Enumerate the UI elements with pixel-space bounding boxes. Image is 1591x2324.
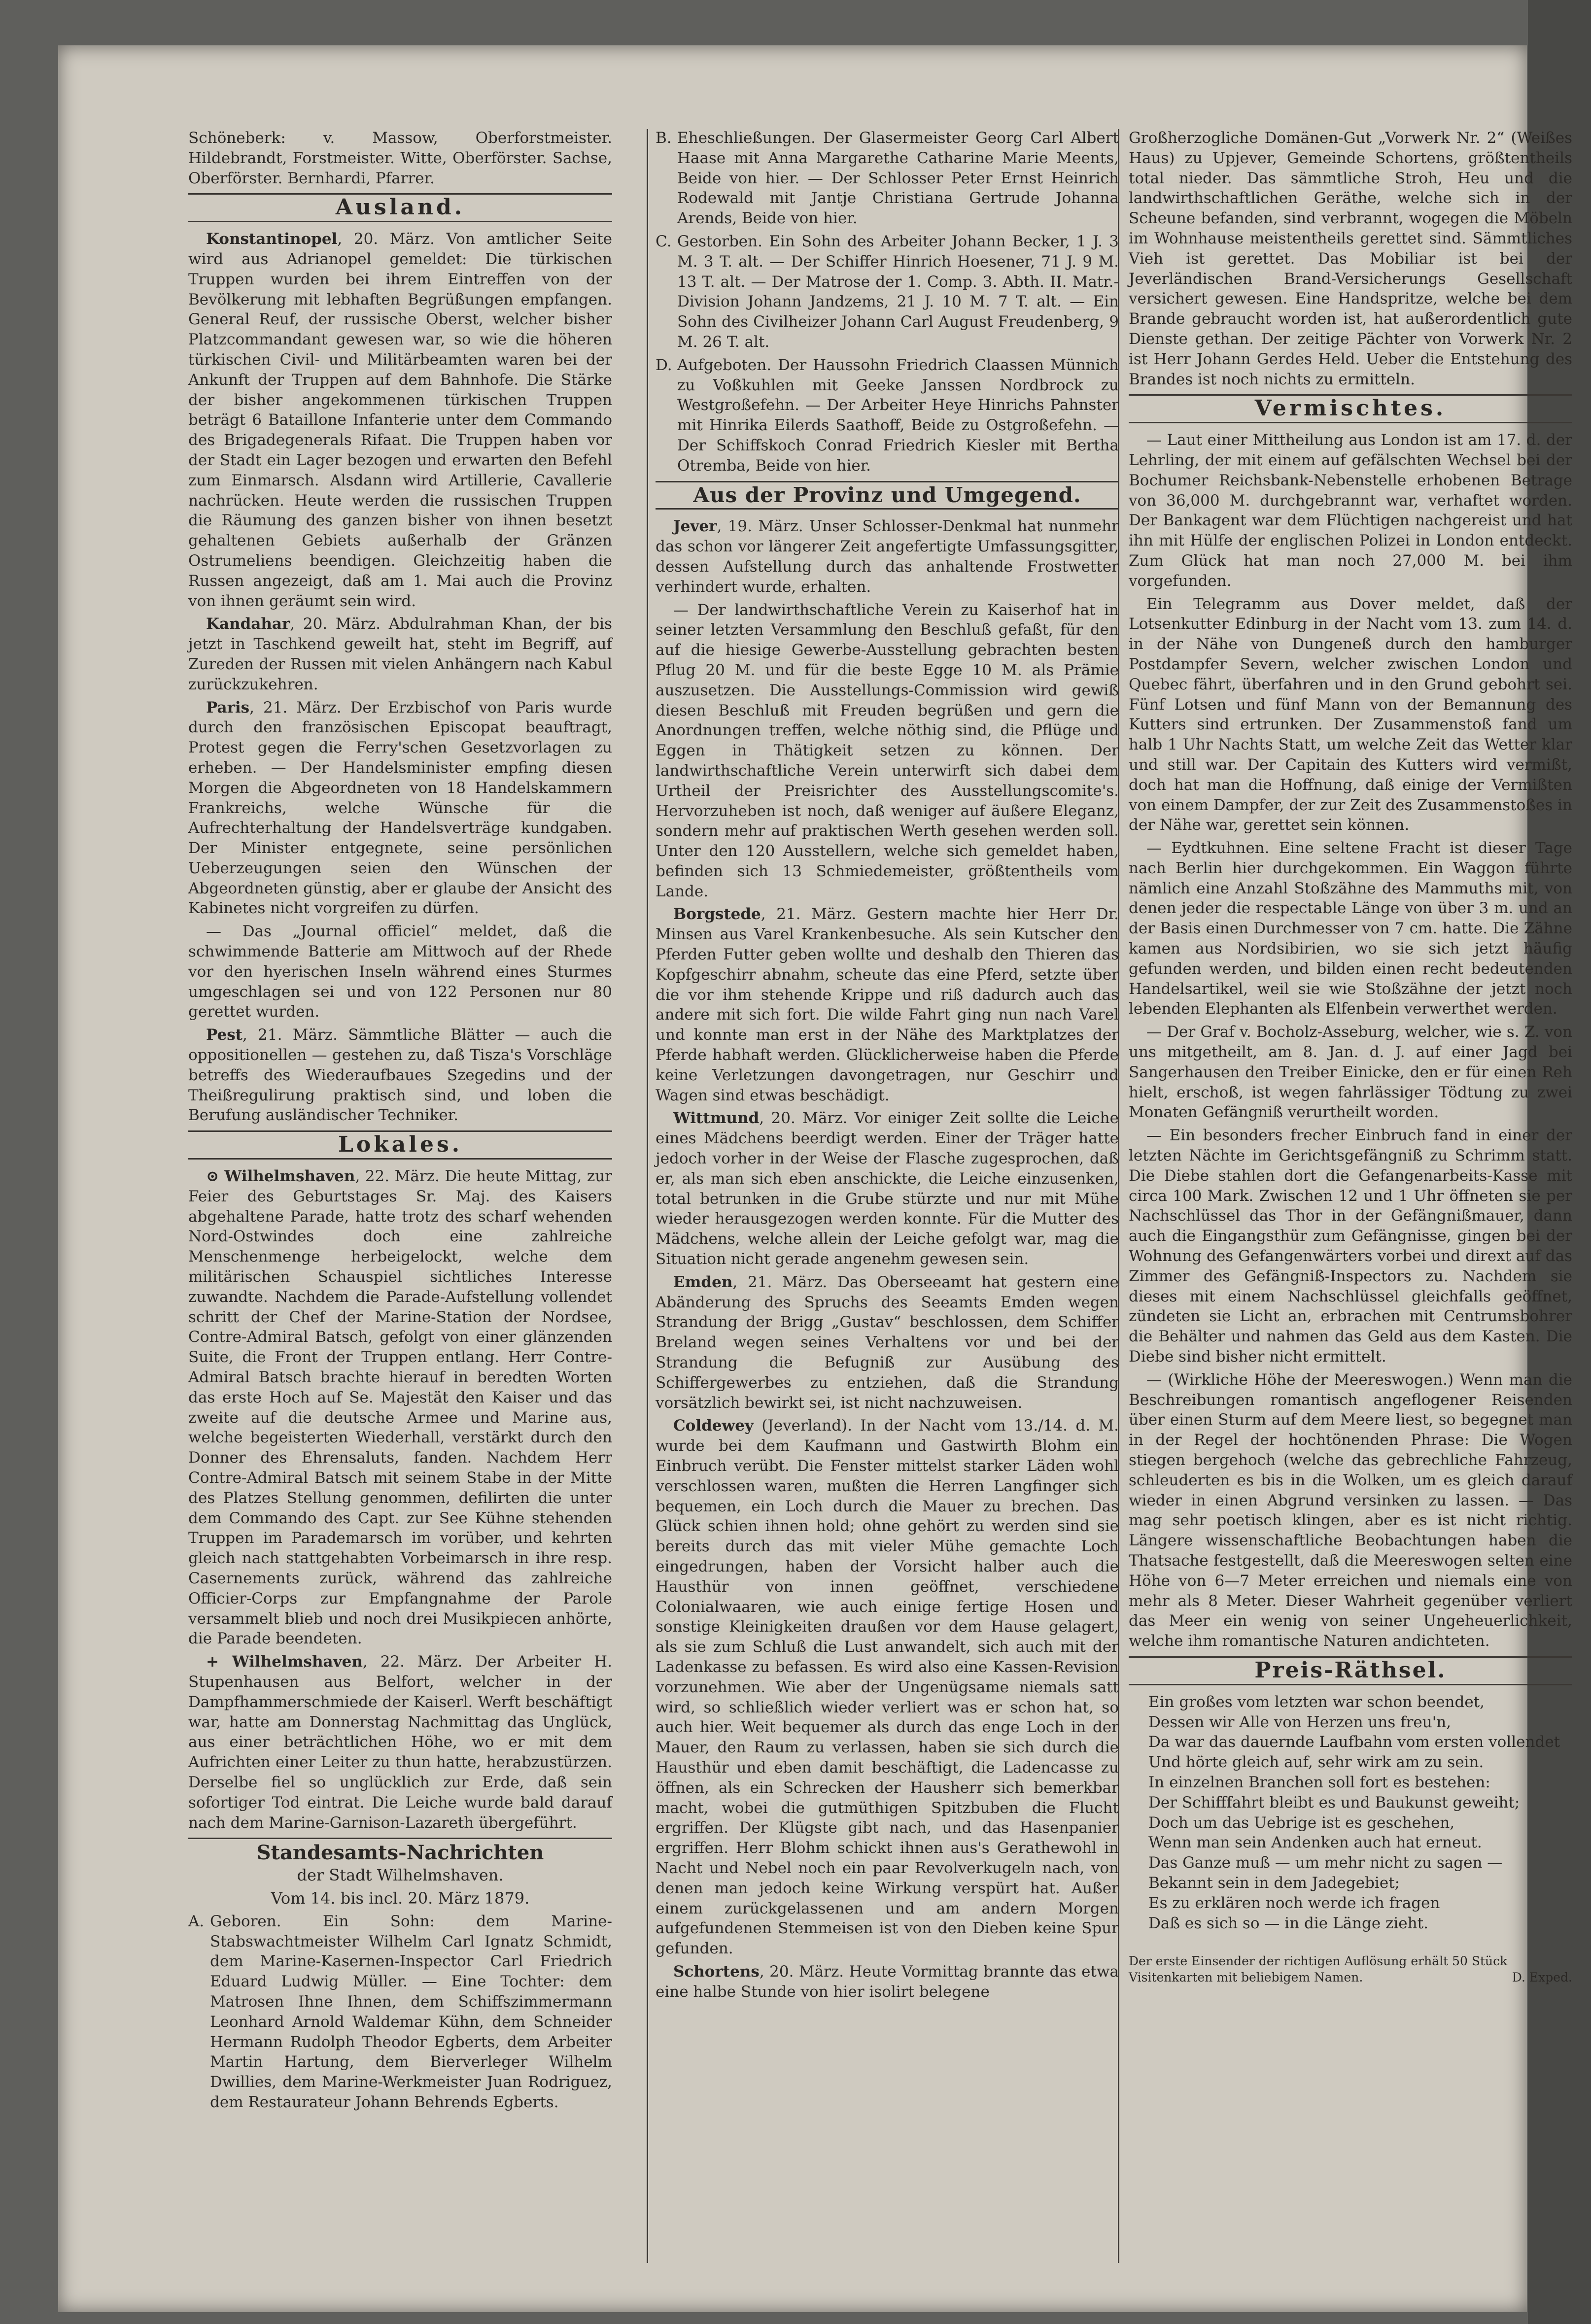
dateline: Paris — [206, 698, 250, 717]
dateline: Emden — [673, 1273, 733, 1291]
entry-letter: C. — [656, 232, 672, 250]
riddle-line: Das Ganze muß — um mehr nicht zu sagen — — [1148, 1854, 1503, 1872]
riddle-line: Dessen wir Alle von Herzen uns freu'n, — [1148, 1713, 1452, 1731]
registry-entry — [188, 1912, 612, 2113]
article-coldewey — [656, 1416, 1119, 1959]
riddle-note-text: Der erste Einsender der richtigen Auflösung erhält 50 Stück Visitenkarten mit beliebigem Namen. — [1129, 1954, 1508, 1985]
article-body: , 21. März. Gestern machte hier Herr Dr. Minsen aus Varel Krankenbesuche. Als sein Kutscher den Pferden Futter geben wollte und deshalb den Thieren das Kopfgeschirr abnahm, scheute das eine Pferd, setzte über die vor ihm stehende Krippe und riß dadurch auch das andere mit sich fort. Die wilde Fahrt ging nun nach Varel und konnte man erst in der Nähe des Marktplatzes der Pferde habhaft werden. Glücklicherweise haben die Pferde keine Verletzungen davongetragen, nur Geschirr und Wagen sind etwas beschädigt. — [656, 905, 1119, 1104]
article-meereswogen: — (Wirkliche Höhe der Meereswogen.) Wenn man die Beschreibungen romantisch angeflogener Reisenden über einen Sturm auf dem Meere liest, so begegnet man in der Regel der hochtönenden Phrase: Die Wogen stiegen bergehoch (welche das gebrechliche Fahrzeug, schleuderten es bis in die Wolken, um es gleich darauf wieder in einen Abgrund versinken zu lassen. — Das mag sehr poetisch klingen, aber es ist nicht richtig. Längere wissenschaftliche Beobachtungen haben die Thatsache festgestellt, daß die Meereswogen selten eine Höhe von 6—7 Meter erreichen und niemals eine von mehr als 8 Meter. Dieser Wahrheit gegenüber verliert das Meer ein wenig von seiner Ungeheuerlichkeit, welche ihm romantische Naturen andichteten. — [1129, 1370, 1572, 1650]
article-dover: Ein Telegramm aus Dover meldet, daß der Lotsenkutter Edinburg in der Nacht vom 13. zum 14. d. in der Nähe von Dungeneß durch den hamburger Postdampfer Severn, welcher zwischen London und Quebec fährt, überfahren und in den Grund gebohrt sei. Fünf Lotsen und fünf Mann von der Bemannung des Kutters sind ertrunken. Der Zusammenstoß fand um halb 1 Uhr Nachts Statt, um welche Zeit das Wetter klar und still war. Der Capitain des Kutters wird vermißt, doch hat man die Hoffnung, daß einige der Vermißten von einem Dampfer, der zur Zeit des Zusammenstoßes in der Nähe war, gerettet sein können. — [1129, 595, 1572, 834]
dateline: Schortens — [673, 1962, 760, 1981]
riddle-verse — [1129, 1692, 1572, 1934]
article-body: , 21. März. Das Oberseeamt hat gestern eine Abänderung des Spruchs des Seeamts Emden wegen Strandung der Brigg „Gustav“ beschlossen, dem Schiffer Breland wegen seines Verhaltens vor und bei der Strandung die Befugniß zur Ausübung des Schiffergewerbes zu entziehen, daß die Strandung vorsätzlich bewirkt sei, ist nicht nachzuweisen. — [656, 1273, 1119, 1412]
article-body: , 21. März. Sämmtliche Blätter — auch die oppositionellen — gestehen zu, daß Tisza's Vorschläge betreffs des Wiederaufbaues Szegedins und der Theißregulirung praktisch sind, und loben die Berufung ausländischer Techniker. — [188, 1026, 612, 1125]
article-kandahar — [188, 614, 612, 694]
article-schortens-cont: Großherzogliche Domänen-Gut „Vorwerk Nr. 2“ (Weißes Haus) zu Upjever, Gemeinde Schortens, größtentheils total nieder. Das sämmtliche Stroh, Heu und die landwirthschaftlichen Geräthe, welche sich in der Scheune befanden, sind verbrannt, wogegen die Möbeln im Wohnhause meistentheils gerettet sind. Sämmtliches Vieh ist gerettet. Das Mobiliar ist bei der Jeverländischen Brand-Versicherungs Gesellschaft versichert gewesen. Eine Handspritze, welche bei dem Brande gebraucht worden ist, hat außerordentlich gute Dienste gethan. Der zeitige Pächter von Vorwerk Nr. 2 ist Herr Johann Gerdes Held. Ueber die Entstehung des Brandes ist noch nichts zu ermitteln. — [1129, 129, 1572, 388]
dateline: Wittmund — [673, 1109, 760, 1128]
article-kaiserhof: — Der landwirthschaftliche Verein zu Kaiserhof hat in seiner letzten Versammlung den Beschluß gefaßt, für den auf die hiesige Gewerbe-Ausstellung gebrachten besten Pflug 20 M. und für die beste Egge 10 M. als Prämie auszusetzen. Die Ausstellungs-Commission wird gewiß diesen Beschluß mit Freuden begrüßen und gern die Anordnungen treffen, welche nöthig sind, die Pflüge und Eggen in Thätigkeit setzen zu können. Der landwirthschaftliche Verein unterwirft sich dabei dem Urtheil der Preisrichter des Ausstellungscomite's. Hervorzuheben ist noch, daß weniger auf äußere Eleganz, sondern mehr auf praktischen Werth gesehen werden soll. Unter den 120 Ausstellern, welche sich gemeldet haben, befinden sich 13 Schmiedemeister, größtentheils vom Lande. — [656, 601, 1119, 900]
article-body: , 20. März. Vor einiger Zeit sollte die Leiche eines Mädchens beerdigt werden. Einer der Träger hatte jedoch vorher in der Weise der Flasche zugesprochen, daß er, als man sich eben anschickte, die Leiche einzusenken, total betrunken in die Grube stürzte und nur mit Mühe wieder herausgezogen werden konnte. Für die Mutter des Mädchens, welche allein der Leiche gefolgt war, mag die Situation nicht gerade angenehm gewesen sein. — [656, 1109, 1119, 1268]
article-body: , 20. März. Von amtlicher Seite wird aus Adrianopel gemeldet: Die türkischen Truppen wurden bei ihrem Eintreffen von der Bevölkerung mit lebhaften Begrüßungen empfangen. General Reuf, der russische Oberst, welcher bisher Platzcommandant gewesen war, so wie die höheren türkischen Civil- und Militärbeamten waren bei der Ankunft der Truppen auf dem Bahnhofe. Die Stärke der bisher angekommenen türkischen Truppen beträgt 6 Bataillone Infanterie unter dem Commando des Brigadegenerals Rifaat. Die Truppen haben vor der Stadt ein Lager bezogen und erwarten den Befehl zum Einmarsch. Alsdann wird Artillerie, Cavallerie nachrücken. Heute werden die russischen Truppen die Räumung des ganzen bisher von ihnen besetzt gehaltenen Gebiets außerhalb der Gränzen Ostrumeliens beendigen. Gleichzeitig haben die Russen angezeigt, daß am 1. Mai auch die Provinz von ihnen geräumt sein wird. — [188, 230, 612, 610]
entry-text: Gestorben. Ein Sohn des Arbeiter Johann Becker, 1 J. 3 M. 3 T. alt. — Der Schiffer Hinrich Hoesener, 71 J. 9 M. 13 T. alt. — Der Matrose der 1. Comp. 3. Abth. II. Matr.-Division Johann Jandzems, 21 J. 10 M. 7 T. alt. — Ein Sohn des Civilheizer Johann Carl August Freudenberg, 9 M. 26 T. alt. — [677, 232, 1119, 351]
riddle-line: Es zu erklären noch werde ich fragen — [1148, 1894, 1440, 1912]
article-jever — [656, 516, 1119, 597]
dateline: Kandahar — [206, 615, 290, 633]
entry-letter: D. — [656, 356, 672, 374]
entry-text: Aufgeboten. Der Haussohn Friedrich Claassen Münnich zu Voßkuhlen mit Geeke Janssen Nordbrock zu Westgroßefehn. — Der Arbeiter Heye Hinrichs Pahnster mit Hinrika Eilerds Saathoff, Beide zu Ostgroßefehn. — Der Schiffskoch Conrad Friedrich Kiesler mit Bertha Otremba, Beide von hier. — [677, 356, 1119, 475]
dateline: + Wilhelmshaven — [206, 1653, 363, 1671]
article-journal: — Das „Journal officiel“ meldet, daß die schwimmende Batterie am Mittwoch auf der Rhede vor den hyerischen Inseln während eines Sturmes umgeschlagen sei und von 122 Personen nur 80 gerettet wurden. — [188, 923, 612, 1021]
riddle-stanza — [1148, 1692, 1572, 1773]
article-wittmund — [656, 1108, 1119, 1269]
article-london: — Laut einer Mittheilung aus London ist am 17. d. der Lehrling, der mit einem auf gefälschten Wechsel bei der Bochumer Reichsbank-Nebenstelle erhobenen Betrage von 36,000 M. durchgebrannt war, verhaftet worden. Der Bankagent war dem Flüchtigen nachgereist und hat ihn mit Hülfe der englischen Polizei in London entdeckt. Zum Glück hat man noch 27,000 M. bei ihm vorgefunden. — [1129, 431, 1572, 590]
article-body: , 19. März. Unser Schlosser-Denkmal hat nunmehr das schon vor längerer Zeit angefertigte Umfassungsgitter, dessen Aufstellung durch das anhaltende Frostwetter verhindert wurde, erhalten. — [656, 517, 1119, 596]
riddle-line: In einzelnen Branchen soll fort es bestehen: — [1148, 1773, 1490, 1791]
dateline: Coldewey — [673, 1417, 754, 1435]
section-heading-standesamt: Standesamts-Nachrichten — [188, 1838, 612, 1863]
article-borgstede — [656, 904, 1119, 1105]
riddle-line: Da war das dauernde Laufbahn vom ersten vollendet — [1148, 1733, 1560, 1751]
article-bocholz: — Der Graf v. Bocholz-Asseburg, welcher, wie s. Z. von uns mitgetheilt, am 8. Jan. d. J. auf einer Jagd bei Sangerhausen den Treiber Einicke, den er für einen Reh hielt, erschoß, ist wegen fahrlässiger Tödtung zu zwei Monaten Gefängniß verurtheilt worden. — [1129, 1023, 1572, 1122]
section-heading-lokales: Lokales. — [188, 1130, 612, 1160]
dateline: Borgstede — [673, 905, 761, 923]
riddle-stanza — [1148, 1773, 1572, 1853]
dateline: Jever — [673, 517, 717, 536]
riddle-stanza — [1148, 1853, 1572, 1933]
section-heading-ausland: Ausland. — [188, 193, 612, 222]
riddle-line: Wenn man sein Andenken auch hat erneut. — [1148, 1834, 1482, 1852]
article-body: , 21. März. Der Erzbischof von Paris wurde durch den französischen Episcopat beauftragt, Protest gegen die Ferry'schen Gesetzvorlagen zu erheben. — Der Handelsminister empfing diesen Morgen die Abgeordneten von 18 Handelskammern Frankreichs, welche Wünsche für die Aufrechterhaltung der Handelsverträge kundgaben. Der Minister entgegnete, seine persönlichen Ueberzeugungen seien den Wünschen der Abgeordneten günstig, aber er glaube der Ansicht des Kabinetes nicht vorgreifen zu dürfen. — [188, 698, 612, 918]
article-body: , 20. März. Abdulrahman Khan, der bis jetzt in Taschkend geweilt hat, steht im Begriff, auf Zureden der Russen mit vielen Anhängern nach Kabul zurückzukehren. — [188, 615, 612, 693]
riddle-note — [1129, 1953, 1572, 1985]
column-rule — [647, 129, 648, 2263]
dateline: ⊙ Wilhelmshaven — [206, 1167, 355, 1186]
section-subheading: der Stadt Wilhelmshaven. — [297, 1866, 504, 1885]
article-body: , 22. März. Der Arbeiter H. Stupenhausen aus Belfort, welcher in der Dampfhammerschmiede der Kaiserl. Werft beschäftigt war, hatte am Donnerstag Nachmittag das Unglück, aus einer beträchtlichen Höhe, wo er mit dem Aufrichten einer Leiter zu thun hatte, herabzustürzen. Derselbe fiel so unglücklich zur Erde, daß sein sofortiger Tod eintrat. Die Leiche wurde bald darauf nach dem Marine-Garnison-Lazareth übergeführt. — [188, 1653, 612, 1832]
riddle-signature: D. Exped. — [1512, 1970, 1572, 1985]
intro-text: Schöneberk: v. Massow, Oberforstmeister. Hildebrandt, Forstmeister. Witte, Oberförster. Sachse, Oberförster. Bernhardi, Pfarrer. — [188, 129, 612, 187]
registry-entry — [656, 355, 1119, 476]
section-heading-vermischtes: Vermischtes. — [1129, 394, 1572, 423]
riddle-line: Daß es sich so — in die Länge zieht. — [1148, 1914, 1428, 1932]
article-body: , 22. März. Die heute Mittag, zur Feier des Geburtstages Sr. Maj. des Kaisers abgehaltene Parade, hatte trotz des scharf wehenden Nord-Ostwindes doch eine zahlreiche Menschenmenge herbeigelockt, welche dem militärischen Schauspiel sichtliches Interesse zuwandte. Nachdem die Parade-Aufstellung vollendet schritt der Chef der Marine-Station der Nordsee, Contre-Admiral Batsch, gefolgt von einer glänzenden Suite, die Front der Truppen entlang. Herr Contre-Admiral Batsch brachte hierauf in beredten Worten das erste Hoch auf Se. Majestät den Kaiser und das zweite auf die deutsche Armee und Marine aus, welche begeisterten Wiederhall, verstärkt durch den Donner des Ehrensaluts, fanden. Nachdem Herr Contre-Admiral Batsch mit seinem Stabe in der Mitte des Platzes Stellung genommen, defilirten die unter dem Commando des Capt. zur See Kühne stehenden Truppen im Parademarsch im vorüber, und kehrten gleich nach stattgehabten Vorbeimarsch in ihre resp. Casernements zurück, während das zahlreiche Officier-Corps zur Empfangnahme der Parole versammelt blieb und noch drei Musikpiecen anhörte, die Parade beendeten. — [188, 1167, 613, 1648]
entry-text: Geboren. Ein Sohn: dem Marine-Stabswachtmeister Wilhelm Carl Ignatz Schmidt, dem Marine-Kasernen-Inspector Carl Friedrich Eduard Ludwig Müller. — Eine Tochter: dem Matrosen Ihne Ihnen, dem Schiffszimmermann Leonhard Arnold Waldemar Kühn, dem Schneider Hermann Rudolph Theodor Egberts, dem Arbeiter Martin Hartung, dem Bierverleger Wilhelm Dwillies, dem Marine-Werkmeister Juan Rodriguez, dem Restaurateur Johann Behrends Egberts. — [210, 1912, 612, 2111]
riddle-line: Der Schifffahrt bleibt es und Baukunst geweiht; — [1148, 1793, 1520, 1811]
riddle-line: Bekannt sein in dem Jadegebiet; — [1148, 1874, 1400, 1892]
article-wilhelmshaven-2 — [188, 1652, 612, 1833]
article-schortens — [656, 1962, 1119, 2002]
column-2 — [656, 128, 1119, 2304]
article-paris — [188, 698, 612, 919]
article-wilhelmshaven-1 — [188, 1166, 612, 1649]
section-heading-provinz: Aus der Provinz und Umgegend. — [656, 481, 1119, 510]
entry-letter: A. — [188, 1912, 205, 1930]
riddle-line: Und hörte gleich auf, sehr wirk am zu sein. — [1148, 1753, 1484, 1772]
riddle-line: Doch um das Uebrige ist es geschehen, — [1148, 1813, 1455, 1832]
dateline: Konstantinopel — [206, 230, 338, 248]
entry-text: Eheschließungen. Der Glasermeister Georg Carl Albert Haase mit Anna Margarethe Catharine Marie Meents, Beide von hier. — Der Schlosser Peter Ernst Heinrich Rodewald mit Jantje Christiana Gertrude Johanna Arends, Beide von hier. — [677, 129, 1119, 228]
registry-entry — [656, 128, 1119, 229]
section-dates: Vom 14. bis incl. 20. März 1879. — [271, 1888, 530, 1908]
column-1 — [188, 128, 612, 2304]
section-heading-raetsel: Preis-Räthsel. — [1129, 1656, 1572, 1685]
article-eydtkuhnen: — Eydtkuhnen. Eine seltene Fracht ist dieser Tage nach Berlin hier durchgekommen. Ein Waggon führte nämlich eine Anzahl Stoßzähne des Mammuths mit, von denen jeder die respectable Länge von über 3 m. und an der Basis einen Durchmesser von 7 cm. hatte. Die Zähne kamen aus Nordsibirien, wo sie sich jetzt häufig gefunden werden, und bilden einen recht bedeutenden Handelsartikel, weil sie wie Stoßzähne der jetzt noch lebenden Elephanten als Elfenbein verwerthet werden. — [1129, 839, 1572, 1018]
article-emden — [656, 1272, 1119, 1413]
article-body: , 20. März. Heute Vormittag brannte das etwa eine halbe Stunde von hier isolirt belegene — [656, 1962, 1119, 2001]
registry-entry — [656, 232, 1119, 352]
article-body: (Jeverland). In der Nacht vom 13./14. d. M. wurde bei dem Kaufmann und Gastwirth Blohm ein Einbruch verübt. Die Fenster mittelst starker Läden wohl verschlossen waren, mußten die Herren Langfinger sich bequemen, ein Loch durch die Mauer zu brechen. Das Glück schien ihnen hold; ohne gehört zu werden sind sie bereits durch das mit vieler Mühe gemachte Loch eingedrungen, haben der Vorsicht halber auch die Hausthür von innen geöffnet, verschiedene Colonialwaaren, wie auch einige fertige Hosen und sonstige Kleinigkeiten draußen vor dem Hause gelagert, als sie zum Schluß die Lust anwandelt, sich auch mit der Ladenkasse zu befassen. Es wird also eine Kassen-Revision vorzunehmen. Wie aber der Ungenügsame niemals satt wird, so schließlich wieder verliert was er schon hat, so auch hier. Weit bequemer als durch das enge Loch in der Mauer, den Raum zu verlassen, haben sie sich durch die Hausthür und eben damit beschäftigt, die Ladencasse zu öffnen, als ein Schrecken der Hausherr sich bemerkbar macht, wobei die gutmüthigen Spitzbuben die Flucht ergriffen. Der Klügste gibt nach, und das Hasenpanier ergriffen. Herr Blohm schickt ihnen aus's Gerathewohl in Nacht und Nebel noch ein paar Revolverkugeln nach, von denen man jedoch keine Wirkung verspürt hat. Außer einem zurückgelassenen und am andern Morgen aufgefundenen Stemmeisen ist von den Dieben keine Spur gefunden. — [656, 1417, 1119, 1958]
entry-letter: B. — [656, 129, 672, 147]
riddle-line: Ein großes vom letzten war schon beendet, — [1148, 1693, 1485, 1711]
dateline: Pest — [206, 1026, 242, 1044]
article-konstantinopel — [188, 229, 612, 611]
article-pest — [188, 1025, 612, 1126]
article-schrimm: — Ein besonders frecher Einbruch fand in einer der letzten Nächte im Gerichtsgefängniß zu Schrimm statt. Die Diebe stahlen dort die Gefangenarbeits-Kasse mit circa 100 Mark. Zwischen 12 und 1 Uhr öffneten sie per Nachschlüssel das Thor in der Gefängnißmauer, dann auch die Eingangsthür zum Gefängnisse, gingen bei der Wohnung des Gefangenwärters vorbei und dirext auf das Zimmer des Gefängniß-Inspectors zu. Nachdem sie dieses mit einem Nachschlüssel gleichfalls geöffnet, zündeten sie Licht an, erbrachen mit Centrumsbohrer die Behälter und nahmen das Geld aus dem Kasten. Die Diebe sind bisher nicht ermittelt. — [1129, 1127, 1572, 1366]
column-3 — [1129, 128, 1572, 2304]
